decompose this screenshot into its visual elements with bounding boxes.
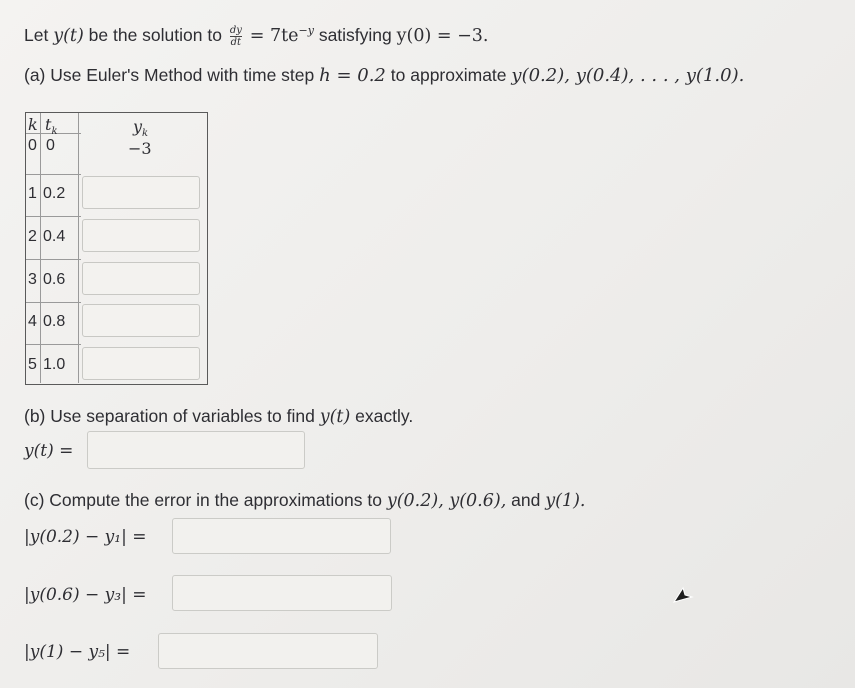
header-y-sub: k <box>142 128 149 140</box>
row-2-t: 0.4 <box>43 228 66 245</box>
row-1-k: 1 <box>28 185 37 202</box>
part-c-prompt <box>24 490 585 511</box>
header-t <box>45 115 58 137</box>
approx-targets: y(0.2), y(0.4), . . . , y(1.0). <box>511 65 745 86</box>
yt-label: y(t) = <box>24 441 74 461</box>
header-t-sub: k <box>51 126 58 138</box>
intro-prefix: Let <box>24 24 49 45</box>
error-3-label: |y(1) − y₅| = <box>24 642 131 662</box>
error-1-input[interactable] <box>172 518 391 554</box>
row-4-t: 0.8 <box>43 313 66 330</box>
row-divider <box>26 302 81 303</box>
part-b-expr: y(t) <box>319 407 351 427</box>
part-c-text: (c) Compute the error in the approximations to <box>24 490 382 510</box>
part-b-suffix: exactly. <box>355 406 414 426</box>
y2-input[interactable] <box>82 219 200 252</box>
part-a-prompt <box>24 65 744 86</box>
row-5-t: 1.0 <box>43 356 66 373</box>
error-2-label: |y(0.6) − y₃| = <box>24 585 147 605</box>
exponent: −y <box>298 24 314 37</box>
row-1-t: 0.2 <box>43 185 66 202</box>
error-1-label: |y(0.2) − y₁| = <box>24 527 147 547</box>
y4-input[interactable] <box>82 304 200 337</box>
row-5-k: 5 <box>28 356 37 373</box>
part-c-targets: y(0.2), y(0.6), <box>386 491 507 511</box>
row-3-t: 0.6 <box>43 271 66 288</box>
header-t-letter: t <box>45 115 52 134</box>
row-4-k: 4 <box>28 313 37 330</box>
frac-num: dy <box>229 24 242 36</box>
frac-den: dt <box>230 36 242 48</box>
row-3-k: 3 <box>28 271 37 288</box>
header-y <box>133 117 148 139</box>
error-2-input[interactable] <box>172 575 392 611</box>
col-divider <box>40 113 41 383</box>
row-divider <box>26 216 81 217</box>
part-c-and: and <box>511 490 541 510</box>
euler-table <box>25 112 208 385</box>
step-size: h = 0.2 <box>319 65 386 86</box>
equation: = 7te <box>249 25 299 46</box>
intro-y: y(t) <box>53 25 84 46</box>
part-b-text: (b) Use separation of variables to find <box>24 406 315 426</box>
to-approximate: to approximate <box>390 65 507 85</box>
col-divider <box>78 113 79 383</box>
initial-condition: y(0) = −3. <box>396 25 489 46</box>
yt-input[interactable] <box>87 431 305 469</box>
intro-mid: be the solution to <box>88 24 222 45</box>
header-k: k <box>28 115 38 134</box>
y5-input[interactable] <box>82 347 200 380</box>
header-y-letter: y <box>133 117 143 136</box>
row-divider <box>26 344 81 345</box>
problem-statement <box>24 24 488 48</box>
row-divider <box>26 259 81 260</box>
y3-input[interactable] <box>82 262 200 295</box>
derivative-fraction <box>230 25 242 48</box>
row-0-y: −3 <box>128 139 152 158</box>
error-3-input[interactable] <box>158 633 378 669</box>
part-c-last: y(1). <box>545 491 586 511</box>
y1-input[interactable] <box>82 176 200 209</box>
row-0-t: 0 <box>46 137 55 154</box>
row-2-k: 2 <box>28 228 37 245</box>
satisfying-text: satisfying <box>318 24 392 45</box>
row-0-k: 0 <box>28 137 37 154</box>
part-b-prompt <box>24 406 413 427</box>
row-divider <box>26 174 81 175</box>
mouse-cursor-icon <box>672 586 694 604</box>
part-a-text: (a) Use Euler's Method with time step <box>24 65 315 85</box>
